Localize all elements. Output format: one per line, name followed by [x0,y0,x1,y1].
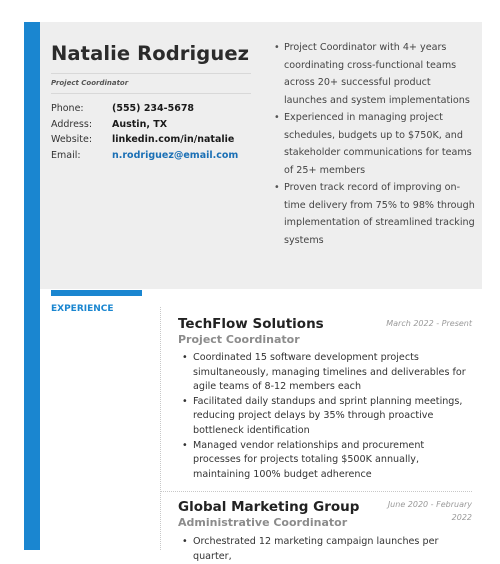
contact-phone [51,101,266,117]
header-divider [51,73,251,74]
job-separator [161,491,472,492]
job-dates: March 2022 - Present [386,319,472,328]
address-value: Austin, TX [112,118,168,130]
job-entry [178,313,472,482]
job-bullet: • Coordinated 15 software development projects simultaneously, managing timelines and deliverables for agile teams of 8-12 members each [178,351,472,395]
experience-heading: EXPERIENCE [51,304,114,314]
candidate-title: Project Coordinator [51,79,129,87]
summary-item: • Proven track record of improving on-time delivery from 75% to 98% through implementation of streamlined tracking systems [273,179,475,249]
section-divider [160,307,161,550]
summary-item: • Project Coordinator with 4+ years coordinating cross-functional teams across 20+ successful product launches and system implementations [273,39,475,109]
accent-bar [24,22,40,550]
contact-address [51,117,266,133]
website-link[interactable]: linkedin.com/in/natalie [112,134,235,146]
header-divider [51,93,251,94]
contact-label: Address: [51,118,93,130]
job-bullets [178,351,472,482]
summary-list [273,39,475,249]
contact-label: Website: [51,134,93,146]
job-role: Project Coordinator [178,333,300,346]
job-bullet: • Facilitated daily standups and sprint planning meetings, reducing project delays by 35% through proactive bottleneck identification [178,395,472,439]
phone-value: (555) 234-5678 [112,103,195,115]
summary-item: • Experienced in managing project schedules, budgets up to $750K, and stakeholder communications for teams of 25+ members [273,109,475,179]
contact-label: Phone: [51,103,84,115]
job-header [178,313,472,332]
contact-info [51,101,266,163]
job-bullets [178,535,472,564]
email-link[interactable]: n.rodriguez@email.com [112,149,239,161]
contact-label: Email: [51,149,81,161]
candidate-name: Natalie Rodriguez [51,42,250,65]
section-tab [51,290,142,296]
job-role: Administrative Coordinator [178,516,348,529]
job-dates: June 2020 - February 2022 [387,500,472,522]
resume-header [40,22,482,289]
company-name: TechFlow Solutions [178,316,324,332]
company-name: Global Marketing Group [178,499,360,515]
job-entry [178,496,472,564]
contact-email [51,148,266,164]
job-bullet: • Orchestrated 12 marketing campaign launches per quarter, [178,535,472,564]
job-bullet: • Managed vendor relationships and procurement processes for projects totaling $500K annually, maintaining 100% budget adherence [178,439,472,483]
contact-website [51,132,266,148]
job-header [178,496,472,522]
